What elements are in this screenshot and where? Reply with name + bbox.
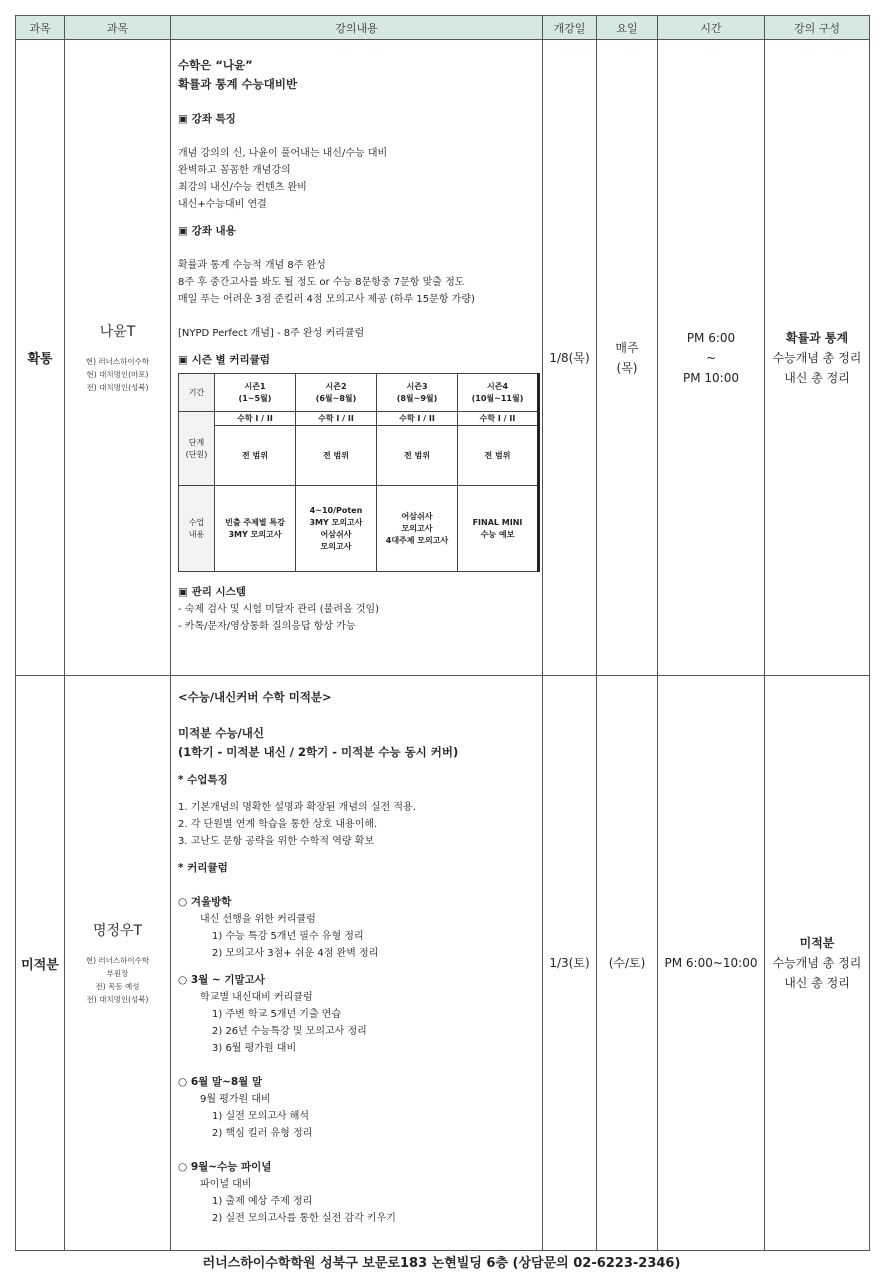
- teacher-cell: [65, 676, 171, 1251]
- section-heading: ▣ 강좌 내용: [178, 225, 236, 237]
- list-item: 1) 수능 특강 5개년 필수 유형 정리: [212, 931, 364, 942]
- section-heading: ▣ 시즌 별 커리큘럼: [178, 354, 270, 366]
- course-subtitle: (1학기 - 미적분 내신 / 2학기 - 미적분 수능 동시 커버): [178, 745, 459, 759]
- list-item: 1) 주변 학교 5개년 기출 연습: [212, 1009, 342, 1020]
- teacher-credentials: 현) 러너스하이수학 현) 대치명인(마포) 전) 대치명인(성북): [85, 357, 150, 392]
- list-item: 1) 출제 예상 주제 정리: [212, 1196, 313, 1207]
- section-heading: * 커리큘럼: [178, 862, 228, 874]
- teacher-name: 명정우T: [92, 923, 143, 939]
- list-item: 2. 각 단원별 연계 학습을 통한 상호 내용이해.: [178, 819, 378, 830]
- curriculum-block-title: ○ 겨울방학: [178, 896, 232, 908]
- footer-address: 러너스하이수학학원 성북구 보문로183 논현빌딩 6층 (상담문의 02-6223-2346): [202, 1256, 681, 1271]
- time-cell: PM 6:00~10:00: [658, 676, 765, 1251]
- structure-cell: 확률과 통계 수능개념 총 정리 내신 총 정리: [765, 40, 870, 676]
- list-item: 3) 6월 평가원 대비: [212, 1043, 297, 1054]
- curriculum-block-title: ○ 6월 말~8월 말: [178, 1076, 263, 1088]
- list-item: [NYPD Perfect 개념] - 8주 완성 커리큘럼: [178, 328, 365, 339]
- header-teacher: 과목: [65, 16, 171, 40]
- section-heading: ▣ 관리 시스템: [178, 586, 246, 598]
- subject-cell: 확통: [16, 40, 65, 676]
- teacher-name: 나윤T: [99, 324, 136, 340]
- table-row: 전 범위 전 범위 전 범위 전 범위: [179, 426, 539, 486]
- content-cell: <수능/내신커버 수학 미적분> 미적분 수능/내신 (1학기 - 미적분 내신 / 2학기 - 미적분 수능 동시 커버) * 수업특징 1. 기본개념의 명확한 설명과 확장된 개념의 실전 적용. 2. 각 단원별 연계 학습을 통한 상호 내용이해. 3. 고난도 문항 공략을 위한 수학적 역량 확보 * 커리큘럼 ○ 겨울방학 내신 선행을 위한 커리큘럼 1) 수능 특강 5개년 필수 유형 정리 2) 모의고사 3점+ 쉬운 4점 완벽 정리 ○ 3월 ~ 기말고사 학교별 내신대비 커리큘럼 1) 주변 학교 5개년 기출 연습 2) 26년 수능특강 및 모의고사 정리 3) 6월 평가원 대비 ○ 6월 말~8월 말 9월 평가원 대비 1) 실전 모의고사 해석 2) 핵심 킬러 유형 정리 ○ 9월~수능 파이널 파이널 대비 1) 출제 예상 주제 정리 2) 실전 모의고사를 통한 실전 감각 키우기: [171, 676, 543, 1251]
- time-cell: PM 6:00 ~ PM 10:00: [658, 40, 765, 676]
- list-item: 3. 고난도 문항 공략을 위한 수학적 역량 확보: [178, 836, 375, 847]
- list-item: 최강의 내신/수능 컨텐츠 완비: [178, 182, 307, 193]
- list-item: 확률과 통계 수능적 개념 8주 완성: [178, 260, 326, 271]
- course-subtitle: 확률과 통계 수능대비반: [178, 77, 298, 91]
- course-subtitle: 미적분 수능/내신: [178, 726, 264, 740]
- table-row: 기간 시즌1 (1~5월) 시즌2 (6월~8월) 시즌3 (8월~9월) 시즌4 (10월~11월): [179, 374, 539, 412]
- structure-cell: 미적분 수능개념 총 정리 내신 총 정리: [765, 676, 870, 1251]
- content-cell: [171, 40, 543, 676]
- section-heading: ▣ 강좌 특징: [178, 113, 236, 125]
- list-item: - 숙제 검사 및 시험 미달자 관리 (불려올 것임): [178, 604, 380, 615]
- list-item: 1) 실전 모의고사 해석: [212, 1111, 310, 1122]
- header-day: 요일: [597, 16, 658, 40]
- teacher-credentials: 현) 러너스하이수학 부원장 전) 목동 예성 전) 대치명인(성북): [85, 956, 150, 1004]
- open-date-cell: 1/3(토): [543, 676, 597, 1251]
- list-item: 개념 강의의 신, 나윤이 풀어내는 내신/수능 대비: [178, 148, 388, 159]
- day-cell: 매주 (목): [597, 40, 658, 676]
- list-item: 매일 푸는 어려운 3점 준킬러 4점 모의고사 제공 (하루 15문항 가량): [178, 294, 475, 305]
- list-item: 2) 26년 수능특강 및 모의고사 정리: [212, 1026, 367, 1037]
- season-table: [178, 373, 540, 572]
- list-item: 완벽하고 꼼꼼한 개념강의: [178, 165, 291, 176]
- list-item: 2) 핵심 킬러 유형 정리: [212, 1128, 313, 1139]
- course-title: <수능/내신커버 수학 미적분>: [178, 690, 332, 704]
- schedule-table: [15, 15, 870, 1251]
- header-row: [16, 16, 870, 40]
- header-open-date: 개강일: [543, 16, 597, 40]
- list-item: 내신+수능대비 연결: [178, 199, 267, 210]
- subject-cell: 미적분: [16, 676, 65, 1251]
- list-item: - 카톡/문자/영상통화 질의응답 항상 가능: [178, 621, 356, 632]
- teacher-cell: [65, 40, 171, 676]
- day-cell: (수/토): [597, 676, 658, 1251]
- list-item: 2) 모의고사 3점+ 쉬운 4점 완벽 정리: [212, 948, 379, 959]
- header-structure: 강의 구성: [765, 16, 870, 40]
- section-heading: * 수업특징: [178, 774, 228, 786]
- header-subject: 과목: [16, 16, 65, 40]
- course-title: 수학은 “나윤”: [178, 58, 253, 72]
- curriculum-block-title: ○ 3월 ~ 기말고사: [178, 974, 265, 986]
- list-item: 2) 실전 모의고사를 통한 실전 감각 키우기: [212, 1213, 396, 1224]
- list-item: 1. 기본개념의 명확한 설명과 확장된 개념의 실전 적용.: [178, 802, 416, 813]
- header-content: 강의내용: [171, 16, 543, 40]
- table-row: 수업 내용 빈출 주제별 특강 3MY 모의고사 4~10/Poten 3MY 모의고사 어삼쉬사 모의고사 어삼쉬사 모의고사 4대주제 모의고사 FINAL MINI 수능 예보: [179, 486, 539, 572]
- open-date-cell: 1/8(목): [543, 40, 597, 676]
- table-row: 단계 (단원) 수학 I / II 수학 I / II 수학 I / II 수학 I / II: [179, 412, 539, 426]
- list-item: 8주 후 중간고사를 봐도 될 정도 or 수능 8문항중 7문항 맞출 정도: [178, 277, 465, 288]
- header-time: 시간: [658, 16, 765, 40]
- table-row: [16, 676, 870, 1251]
- table-row: [16, 40, 870, 676]
- curriculum-block-title: ○ 9월~수능 파이널: [178, 1161, 272, 1173]
